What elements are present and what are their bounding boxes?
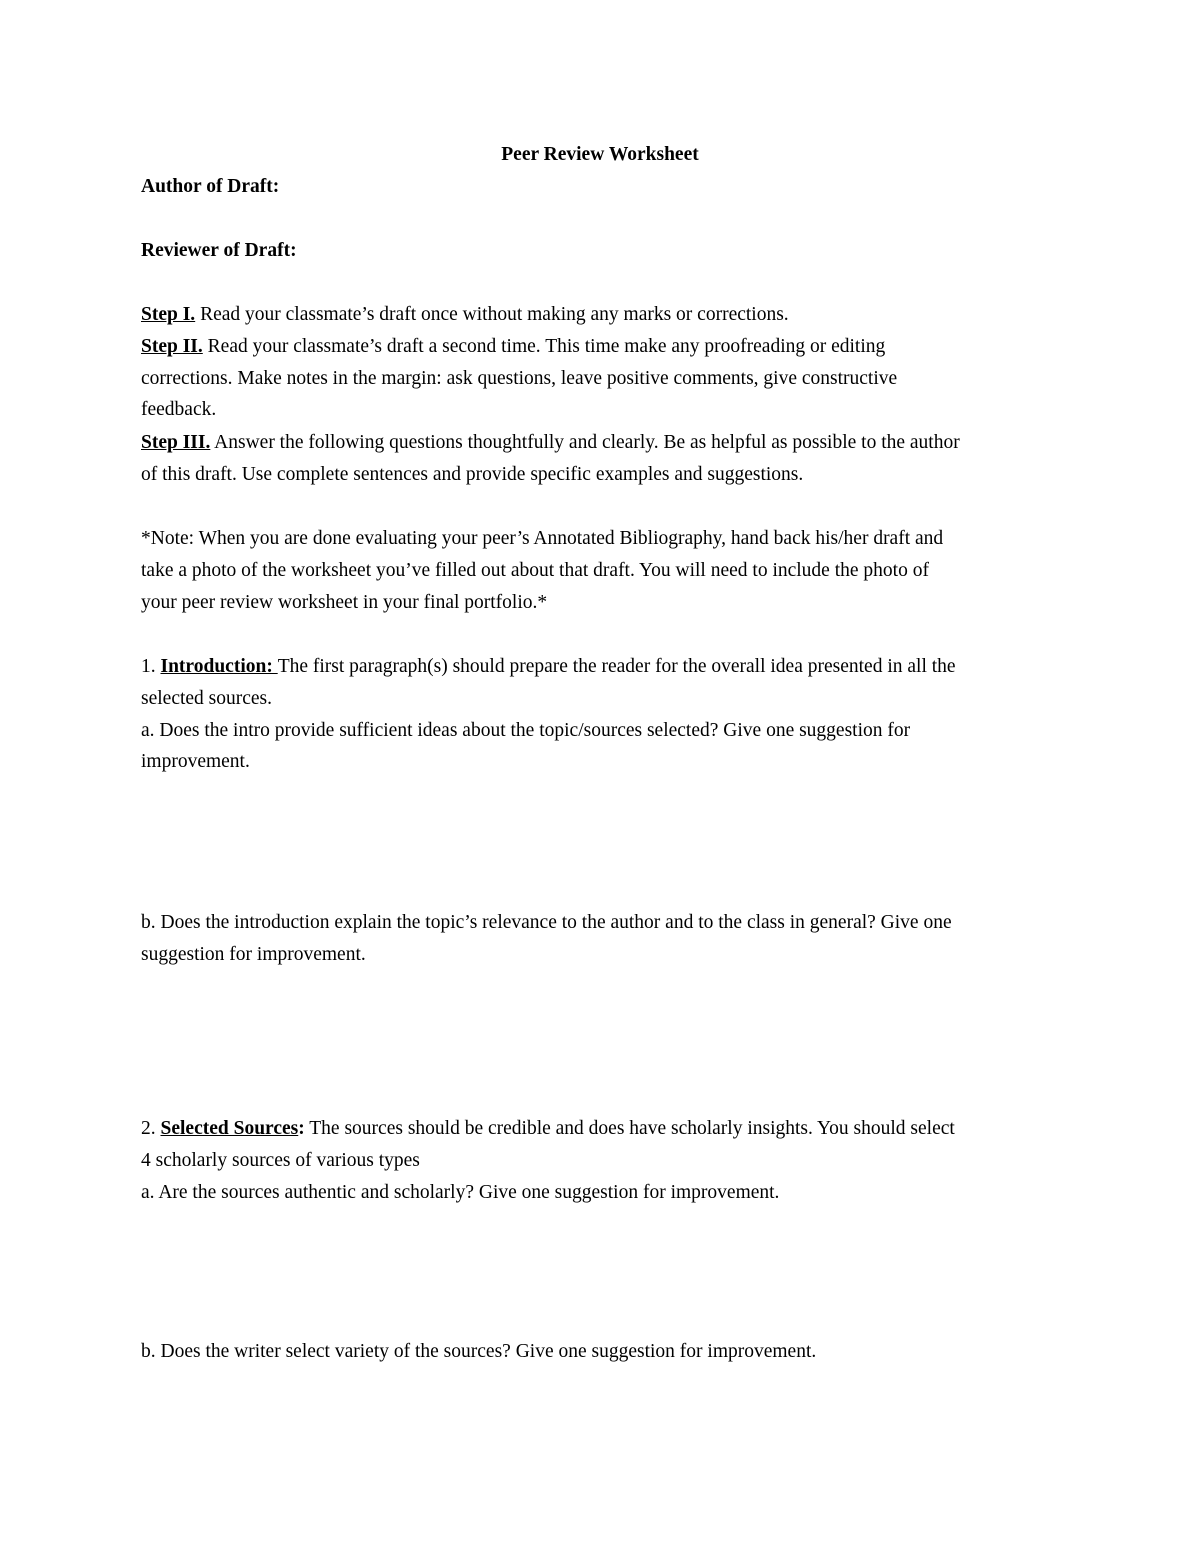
step-2-text-line-2: corrections. Make notes in the margin: ask questions, leave positive comments, give constructive — [141, 368, 898, 389]
step-1-text: Read your classmate’s draft once without making any marks or corrections. — [195, 304, 789, 325]
question-1b-line-2: suggestion for improvement. — [141, 944, 366, 965]
section-2-text-line-2: 4 scholarly sources of various types — [141, 1150, 420, 1171]
question-1a-line-2: improvement. — [141, 751, 250, 772]
step-2-text: Read your classmate’s draft a second time. This time make any proofreading or editing — [202, 336, 886, 357]
section-2-number: 2. — [141, 1118, 161, 1139]
section-2-heading-colon: : — [298, 1118, 305, 1139]
step-3-text-line-2: of this draft. Use complete sentences and provide specific examples and suggestions. — [141, 464, 804, 485]
step-2 — [141, 335, 885, 359]
note-line-3: your peer review worksheet in your final portfolio.* — [141, 592, 548, 613]
question-2a: a. Are the sources authentic and scholarly? Give one suggestion for improvement. — [141, 1182, 780, 1203]
section-1-number: 1. — [141, 656, 161, 677]
reviewer-of-draft-label: Reviewer of Draft: — [141, 240, 297, 261]
step-2-text-line-3: feedback. — [141, 399, 217, 420]
step-1-label: Step I. — [141, 304, 196, 325]
note-line-1: *Note: When you are done evaluating your peer’s Annotated Bibliography, hand back his/her draft and — [141, 528, 944, 549]
question-1b-line-1: b. Does the introduction explain the topic’s relevance to the author and to the class in general? Give one — [141, 912, 952, 933]
question-2b: b. Does the writer select variety of the sources? Give one suggestion for improvement. — [141, 1341, 817, 1362]
section-1-text: The first paragraph(s) should prepare the reader for the overall idea presented in all the — [277, 656, 956, 677]
section-2-text: The sources should be credible and does have scholarly insights. You should select — [304, 1118, 955, 1139]
step-1 — [141, 303, 789, 327]
step-3-text: Answer the following questions thoughtfully and clearly. Be as helpful as possible to the author — [210, 432, 960, 453]
section-1-text-line-2: selected sources. — [141, 688, 273, 709]
step-3-label: Step III. — [141, 432, 211, 453]
step-3 — [141, 431, 960, 455]
page-title: Peer Review Worksheet — [501, 144, 699, 165]
section-selected-sources — [141, 1117, 955, 1141]
note-line-2: take a photo of the worksheet you’ve filled out about that draft. You will need to include the photo of — [141, 560, 929, 581]
section-2-heading: Selected Sources — [160, 1118, 299, 1139]
section-introduction — [141, 655, 956, 679]
question-1a-line-1: a. Does the intro provide sufficient ideas about the topic/sources selected? Give one suggestion for — [141, 720, 911, 741]
author-of-draft-label: Author of Draft: — [141, 176, 280, 197]
section-1-heading: Introduction: — [160, 656, 278, 677]
step-2-label: Step II. — [141, 336, 203, 357]
